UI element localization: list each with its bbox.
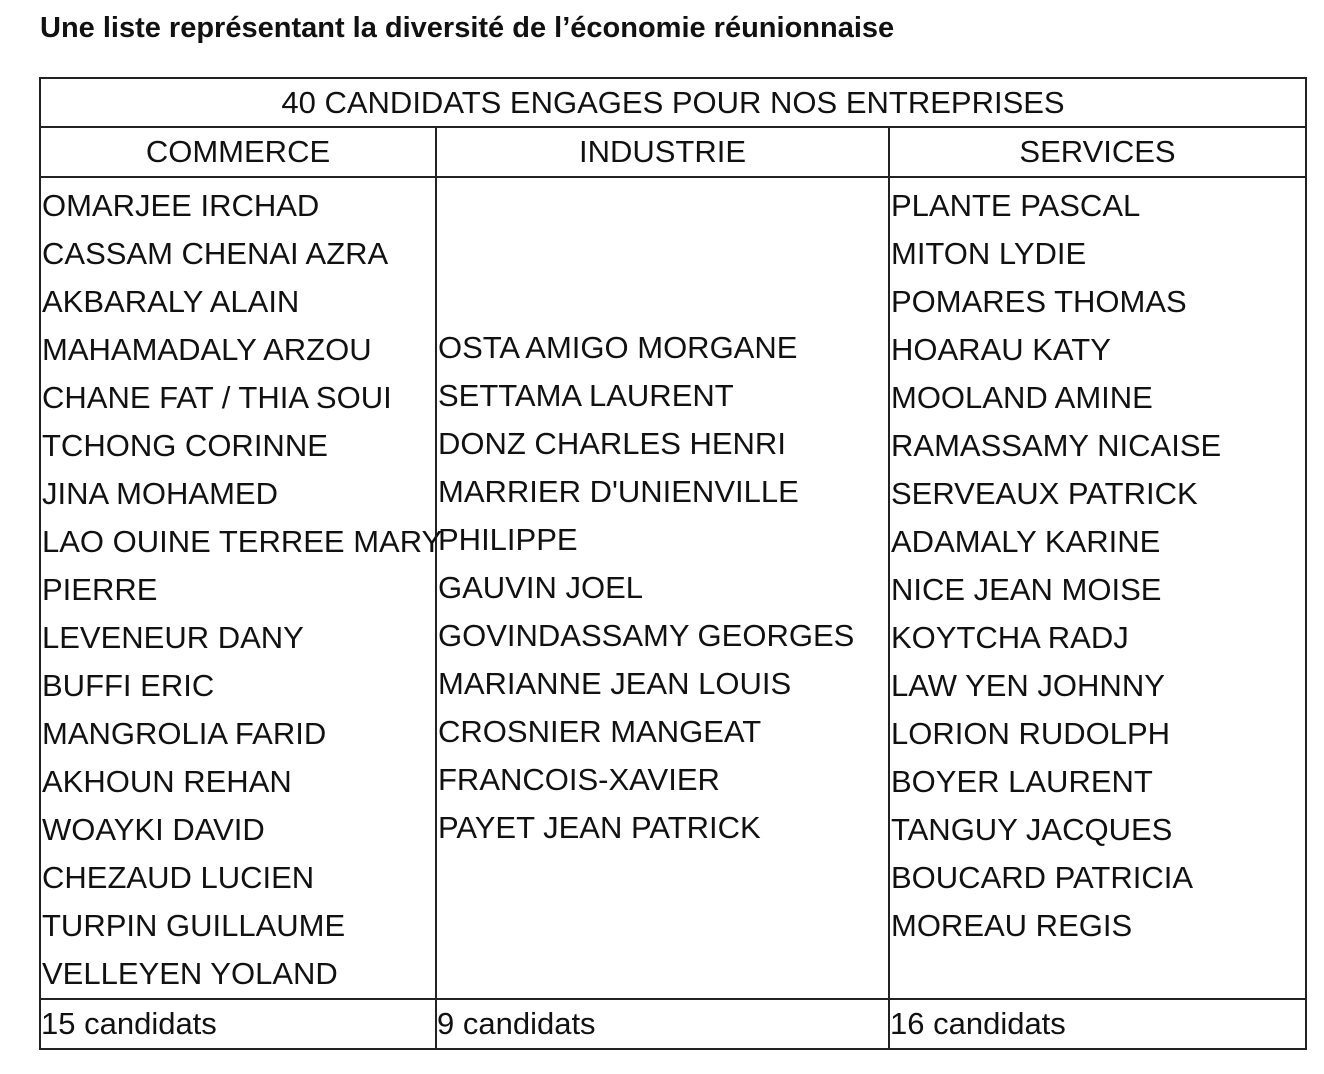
candidate-name: BOUCARD PATRICIA <box>891 860 1193 895</box>
candidate-name: SETTAMA LAURENT <box>438 378 734 413</box>
candidate-name: MARIANNE JEAN LOUIS <box>438 666 792 701</box>
candidate-name: CROSNIER MANGEAT <box>438 714 762 749</box>
candidate-name: GOVINDASSAMY GEORGES <box>438 618 855 653</box>
candidate-name: RAMASSAMY NICAISE <box>891 428 1222 463</box>
candidate-name: AKHOUN REHAN <box>42 764 292 799</box>
candidate-name: PLANTE PASCAL <box>891 188 1141 223</box>
candidate-list-industrie <box>436 177 889 999</box>
column-header-row <box>40 127 1306 177</box>
candidates-row <box>40 177 1306 999</box>
candidate-name: MANGROLIA FARID <box>42 716 327 751</box>
candidate-name: PAYET JEAN PATRICK <box>438 810 761 845</box>
candidate-name: BOYER LAURENT <box>891 764 1153 799</box>
candidate-name: MITON LYDIE <box>891 236 1087 271</box>
candidate-name: PHILIPPE <box>438 522 578 557</box>
count-services: 16 candidats <box>889 999 1306 1049</box>
table-title-row <box>40 78 1306 127</box>
candidate-name: CHEZAUD LUCIEN <box>42 860 315 895</box>
candidate-name: HOARAU KATY <box>891 332 1111 367</box>
candidate-name: ADAMALY KARINE <box>891 524 1161 559</box>
candidate-list-services <box>889 177 1306 999</box>
candidate-list-commerce <box>40 177 443 999</box>
candidate-name: TURPIN GUILLAUME <box>42 908 346 943</box>
candidate-name: AKBARALY ALAIN <box>42 284 300 319</box>
candidate-name: CHANE FAT / THIA SOUI <box>42 380 392 415</box>
candidate-name: LEVENEUR DANY <box>42 620 304 655</box>
candidate-name: BUFFI ERIC <box>42 668 215 703</box>
candidate-name: LAW YEN JOHNNY <box>891 668 1165 703</box>
candidate-name: MAHAMADALY ARZOU <box>42 332 372 367</box>
column-header-commerce: COMMERCE <box>40 127 436 177</box>
candidate-name: CASSAM CHENAI AZRA <box>42 236 389 271</box>
candidate-name: MARRIER D'UNIENVILLE <box>438 474 799 509</box>
candidate-name: GAUVIN JOEL <box>438 570 643 605</box>
candidate-name: OSTA AMIGO MORGANE <box>438 330 798 365</box>
candidate-name: DONZ CHARLES HENRI <box>438 426 786 461</box>
candidate-name: OMARJEE IRCHAD <box>42 188 320 223</box>
candidate-name: JINA MOHAMED <box>42 476 278 511</box>
column-header-industrie: INDUSTRIE <box>436 127 889 177</box>
candidates-table <box>39 77 1307 1050</box>
candidate-name: VELLEYEN YOLAND <box>42 956 338 991</box>
candidate-name: SERVEAUX PATRICK <box>891 476 1198 511</box>
candidate-name: MOOLAND AMINE <box>891 380 1153 415</box>
candidate-name: TANGUY JACQUES <box>891 812 1173 847</box>
candidate-name: FRANCOIS-XAVIER <box>438 762 720 797</box>
column-header-services: SERVICES <box>889 127 1306 177</box>
count-commerce: 15 candidats <box>40 999 436 1049</box>
candidate-name: POMARES THOMAS <box>891 284 1187 319</box>
candidate-name: KOYTCHA RADJ <box>891 620 1129 655</box>
count-industrie: 9 candidats <box>436 999 889 1049</box>
candidate-name: WOAYKI DAVID <box>42 812 265 847</box>
candidate-name: NICE JEAN MOISE <box>891 572 1162 607</box>
candidate-name: TCHONG CORINNE <box>42 428 328 463</box>
count-row <box>40 999 1306 1049</box>
page-title: Une liste représentant la diversité de l’économie réunionnaise <box>40 12 895 44</box>
candidate-name: LORION RUDOLPH <box>891 716 1171 751</box>
candidate-name: MOREAU REGIS <box>891 908 1133 943</box>
candidate-name: PIERRE <box>42 572 158 607</box>
candidate-name: LAO OUINE TERREE MARY <box>42 524 443 559</box>
table-title: 40 CANDIDATS ENGAGES POUR NOS ENTREPRISES <box>40 78 1306 127</box>
